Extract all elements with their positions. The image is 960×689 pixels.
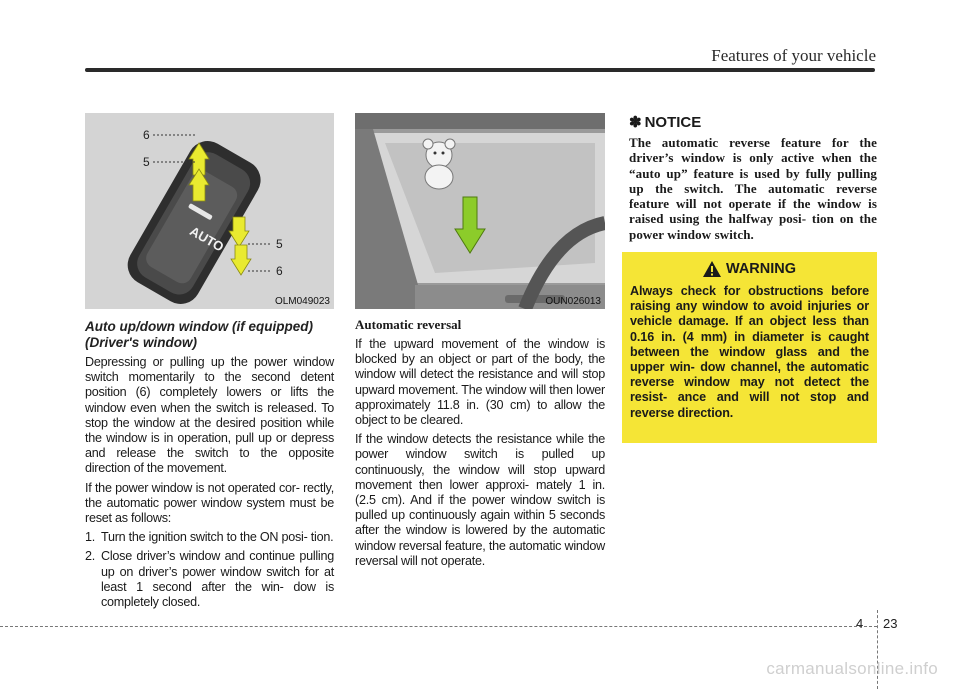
right-column [629, 113, 877, 242]
middle-column [355, 113, 605, 569]
heading-automatic-reversal: Automatic reversal [355, 317, 462, 332]
paragraph-reset: If the power window is not operated cor- rectly, the automatic power window system must be reset as follows: [85, 480, 334, 526]
footer-divider [0, 626, 877, 627]
paragraph-auto-window: Depressing or pulling up the power window switch momentarily to the second detent position (6) completely lowers or lifts the window even when the switch is released. To stop the window at the desired position while the window is in operation, pull up or depress and release the switch to the opposite direction of the movement. [85, 355, 334, 476]
paragraph-reversal-1: If the upward movement of the window is blocked by an object or part of the body, the window will detect the resistance and will stop upward movement. The window will then lower approximately 11.8 in. (30 cm) to allow the object to be cleared. [355, 337, 605, 428]
car-window-illustration [355, 113, 605, 309]
window-reversal-figure [355, 113, 605, 309]
subheading-auto-window: Auto up/down window (if equipped) [85, 319, 313, 334]
label-6-top: 6 [143, 128, 150, 142]
figure-code: OUN026013 [545, 296, 601, 307]
label-5-bottom: 5 [276, 237, 283, 251]
step-text: Close driver’s window and continue pulling up on driver’s power window switch for at least 1 second after the win- dow is completely closed. [101, 549, 334, 610]
running-header: Features of your vehicle [711, 46, 876, 65]
warning-heading [630, 261, 869, 277]
subheading-drivers-window: (Driver's window) [85, 335, 197, 350]
notice-body: The automatic reverse feature for the driver’s window is only active when the “auto up” feature is used by fully pulling up the switch. The automatic reverse feature will not operate if the window is raised using the halfway posi- tion on the power window switch. [629, 135, 877, 242]
step-text: Turn the ignition switch to the ON posi- tion. [101, 530, 334, 545]
header-rule [85, 68, 875, 72]
step-number: 2. [85, 549, 96, 564]
label-5-top: 5 [143, 155, 150, 169]
step-item [85, 549, 334, 610]
warning-body: Always check for obstructions before raising any window to avoid injuries or vehicle damage. If an object less than 0.16 in. (4 mm) in diameter is caught between the window glass and the upper win- dow channel, the automatic reverse window may not detect the resist- ance and will not stop and reverse direction. [630, 284, 869, 420]
label-6-bottom: 6 [276, 264, 283, 278]
warning-triangle-icon [703, 261, 721, 277]
chapter-number: 4 [856, 616, 864, 631]
warning-title: WARNING [725, 261, 797, 277]
warning-box [622, 252, 877, 443]
switch-auto-text: AUTO [187, 223, 227, 255]
figure-code: OLM049023 [274, 296, 330, 307]
window-switch-figure [85, 113, 334, 309]
paragraph-reversal-2: If the window detects the resistance while the power window switch is pulled up continuously, the window will stop upward movement then lower approxi- mately 1 in. (2.5 cm). And if the power window switch is pulled up continuously again within 5 seconds after the window is lowered by the automatic window reversal feature, the automatic window reversal will not operate. [355, 432, 605, 568]
page-number: 23 [883, 616, 898, 631]
notice-title: NOTICE [644, 113, 702, 131]
step-item [85, 530, 334, 545]
notice-heading [629, 113, 877, 131]
notice-star-icon: ✽ [629, 114, 642, 131]
left-column [85, 113, 334, 610]
window-switch-illustration [85, 113, 334, 309]
step-number: 1. [85, 530, 96, 545]
watermark: carmanualsonline.info [766, 659, 938, 678]
